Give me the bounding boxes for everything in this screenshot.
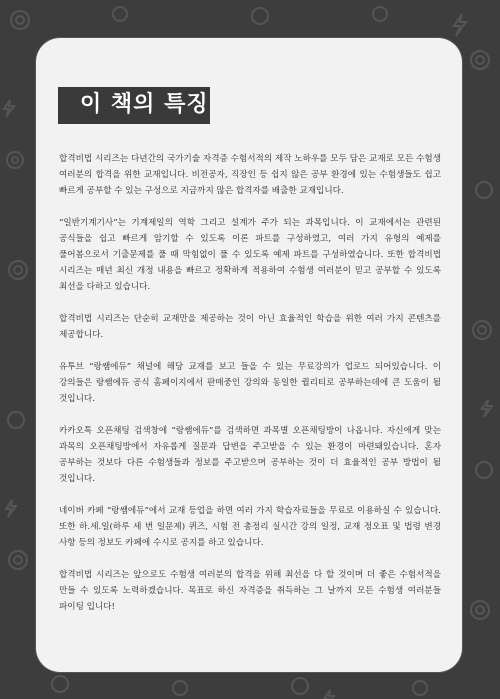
paragraph-6: 네이버 카페 “랑쌤에듀”에서 교재 등업을 하면 여러 가지 학습자료들을 무료로 이용하실 수 있습니다. 또한 하.세.일(하루 세 번 일문제) 퀴즈, 시험 전 총정리 실시간 강의 일정, 교재 정오표 및 법령 변경 사항 등의 정보도 카페에 수시로 공지를 하고 있습니다. (59, 506, 441, 548)
gear-icon (52, 676, 68, 692)
gear-icon (473, 321, 491, 339)
title-box (58, 87, 210, 124)
gear-icon (476, 462, 492, 478)
gear-icon (7, 152, 23, 168)
paragraph-5: 카카오톡 오픈채팅 검색창에 “랑쌤에듀”를 검색하면 과목별 오픈채팅방이 나옵니다. 자신에게 맞는 과목의 오픈채팅방에서 자유롭게 질문과 답변을 주고받을 수 있는 환경이 마련돼있습니다. 혼자 공부하는 것보다 다른 수험생들과 정보를 주고받으며 공부하는 것이 더 효율적인 공부 방법이 될 것입니다. (59, 426, 441, 484)
gear-icon (9, 551, 27, 569)
gear-icon (252, 8, 268, 24)
gear-icon (292, 678, 308, 694)
page-title: 이 책의 특징 (80, 92, 209, 117)
gear-icon (9, 261, 27, 279)
gear-icon (471, 51, 489, 69)
gear-icon (476, 56, 484, 64)
lightning-icon (4, 100, 14, 117)
gear-icon (471, 601, 489, 619)
gear-icon (14, 556, 22, 564)
gear-icon (16, 16, 24, 24)
gear-icon (413, 681, 427, 695)
body-text (59, 151, 441, 631)
paragraph-4: 유투브 “랑쌤에듀” 채널에 해당 교재를 보고 들을 수 있는 무료강의가 업로드 되어있습니다. 이 강의들은 랑쌤에듀 공식 홈페이지에서 판매중인 강의와 동일한 퀄리티로 공부하는데에 큰 도움이 될 것입니다. (59, 362, 441, 404)
gear-icon (476, 606, 484, 614)
lightning-icon (482, 400, 492, 417)
gear-icon (11, 11, 29, 29)
gear-icon (373, 7, 387, 21)
lightning-icon (454, 14, 466, 36)
gear-icon (14, 266, 22, 274)
paragraph-2: “일반기계기사”는 기계제일의 역학 그리고 설계가 주가 되는 과목입니다. 이 교재에서는 관련된 공식들을 쉽고 빠르게 암기할 수 있도록 이론 파트를 구성하였고, 여러 가지 유형의 예제를 풀어봄으로서 기출문제를 풀 때 막힘없이 풀 수 있도록 예제 파트를 구성하였습니다. 또한 합격비법 시리즈는 매년 최신 개정 내용을 빠르고 정확하게 적용하여 수험생 여러분이 믿고 공부할 수 있도록 최선을 다하고 있습니다. (59, 218, 441, 292)
gear-icon (12, 157, 18, 163)
gear-icon (476, 182, 492, 198)
lightning-icon (324, 690, 334, 699)
gear-icon (173, 681, 187, 695)
paragraph-7: 합격비법 시리즈는 앞으로도 수험생 여러분의 합격을 위해 최선을 다 할 것이며 더 좋은 수험서적을 만들 수 있도록 노력하겠습니다. 목표로 하신 자격증을 취득하는 그 날까지 모든 수험생 여러분들 파이팅 입니다! (59, 570, 441, 612)
gear-icon (8, 412, 24, 428)
gear-icon (478, 326, 486, 334)
paragraph-1: 합격비법 시리즈는 다년간의 국가기술 자격증 수험서적의 제작 노하우를 모두 담은 교재로 모든 수험생 여러분의 합격을 위한 교재입니다. 비전공자, 직장인 등 쉽지 않은 공부 환경에 있는 수험생들도 쉽고 빠르게 공부할 수 있는 구성으로 지금까지 많은 합격자를 배출한 교재입니다. (59, 154, 441, 196)
content-card (36, 38, 462, 672)
lightning-icon (6, 500, 16, 517)
paragraph-3: 합격비법 시리즈는 단순히 교재만을 제공하는 것이 아닌 효율적인 학습을 위한 여러 가지 콘텐츠를 제공합니다. (59, 314, 441, 340)
gear-icon (113, 7, 127, 21)
